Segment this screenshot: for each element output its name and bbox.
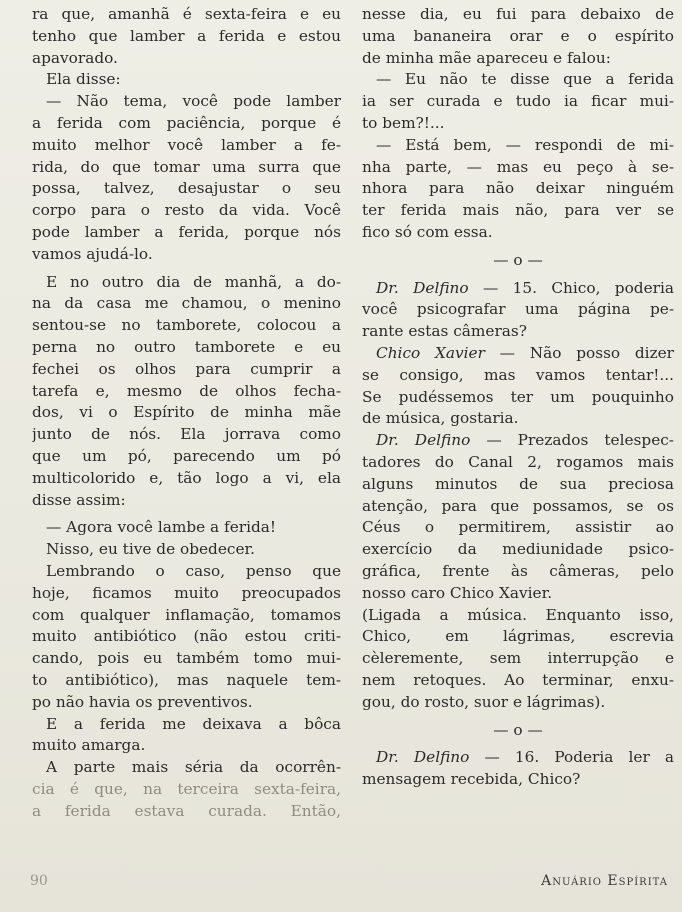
text-line: tadores do Canal 2, rogamos mais [362, 452, 674, 471]
text-line: rida, do que tomar uma surra que [32, 157, 341, 176]
speech-text: — 16. Poderia ler a [469, 748, 674, 767]
text-line: nesse dia, eu fui para debaixo de [362, 5, 674, 23]
text-line: se consigo, mas vamos tentar!... [362, 365, 674, 384]
text-line: de minha mãe apareceu e falou: [362, 48, 611, 67]
page-number: 90 [30, 873, 48, 889]
text-line: E no outro dia de manhã, a do- [46, 272, 341, 291]
text-line: possa, talvez, desajustar o seu [32, 179, 341, 198]
text-line: Céus o permitirem, assistir ao [362, 518, 674, 537]
text-line: gou, do rosto, suor e lágrimas). [362, 692, 606, 711]
text-line: a ferida estava curada. Então, [32, 801, 341, 820]
text-line: fico só com essa. [362, 222, 493, 241]
speech-text: — Prezados telespec- [470, 431, 674, 450]
text-line: que um pó, parecendo um pó [32, 446, 341, 465]
text-line: — Está bem, — respondi de mi- [376, 135, 674, 154]
text-line: to bem?!... [362, 113, 445, 132]
section-separator: — o — [493, 720, 543, 739]
text-line: perna no outro tamborete e eu [32, 337, 341, 356]
text-line: com qualquer inflamação, tomamos [32, 605, 341, 624]
text-line: muito melhor você lamber a fe- [32, 135, 341, 154]
text-line: (Ligada a música. Enquanto isso, [362, 605, 674, 624]
text-line: Lembrando o caso, penso que [46, 561, 341, 580]
text-line: Chico, em lágrimas, escrevia [362, 627, 674, 646]
text-line: rante estas câmeras? [362, 322, 527, 341]
speaker-name: Dr. Delfino [376, 431, 471, 450]
text-line: dos, vi o Espírito de minha mãe [32, 403, 341, 422]
speaker-name: Chico Xavier [376, 343, 485, 362]
text-line: tarefa e, mesmo de olhos fecha- [32, 381, 341, 400]
text-line: nha parte, — mas eu peço à se- [362, 157, 674, 176]
text-line: A parte mais séria da ocorrên- [46, 758, 341, 777]
text-line: Se pudéssemos ter um pouquinho [362, 387, 674, 406]
text-line: po não havia os preventivos. [32, 692, 253, 711]
speech-text: — 15. Chico, poderia [468, 278, 674, 297]
text-line: apavorado. [32, 48, 118, 67]
text-line [362, 747, 674, 769]
text-line: E a ferida me deixava a bôca [46, 714, 341, 733]
speech-text: — Não posso dizer [484, 343, 674, 362]
text-line: sentou-se no tamborete, colocou a [32, 316, 341, 335]
speaker-name: Dr. Delfino [376, 748, 470, 767]
text-line: ra que, amanhã é sexta-feira e eu [32, 5, 341, 23]
text-line: você psicografar uma página pe- [362, 300, 674, 319]
text-line: alguns minutos de sua preciosa [362, 474, 674, 493]
text-line: ia ser curada e tudo ia ficar mui- [362, 92, 674, 111]
text-line: uma bananeira orar e o espírito [362, 26, 674, 45]
text-line: atenção, para que possamos, se os [362, 496, 674, 515]
publication-title: Anuário Espírita [541, 873, 668, 889]
text-line: nhora para não deixar ninguém [362, 179, 674, 198]
text-line: vamos ajudá-lo. [32, 244, 153, 263]
text-line: — Não tema, você pode lamber [46, 92, 341, 111]
speaker-name: Dr. Delfino [376, 278, 469, 297]
text-line: nosso caro Chico Xavier. [362, 583, 553, 602]
text-line [362, 430, 674, 452]
text-line: multicolorido e, tão logo a vi, ela [32, 468, 341, 487]
text-line: mensagem recebida, Chico? [362, 770, 581, 789]
left-text-column [32, 4, 341, 822]
text-line: cèleremente, sem interrupção e [362, 649, 674, 668]
text-line: — Agora você lambe a ferida! [46, 518, 277, 537]
text-line: exercício da mediunidade psico- [362, 540, 674, 559]
text-line: gráfica, frente às câmeras, pelo [362, 561, 674, 580]
text-line: muito antibiótico (não estou criti- [32, 627, 341, 646]
right-text-column [362, 4, 674, 791]
text-line: cando, pois eu também tomo mui- [32, 649, 341, 668]
text-line [362, 278, 674, 300]
text-line: de música, gostaria. [362, 409, 519, 428]
text-line: Ela disse: [46, 70, 121, 89]
text-line: junto de nós. Ela jorrava como [32, 425, 341, 444]
text-line: disse assim: [32, 490, 126, 509]
text-line: nem retoques. Ao terminar, enxu- [362, 670, 674, 689]
text-line: fechei os olhos para cumprir a [32, 359, 341, 378]
text-line: corpo para o resto da vida. Você [32, 201, 341, 220]
text-line: cia é que, na terceira sexta-feira, [32, 779, 341, 798]
text-line: na da casa me chamou, o menino [32, 294, 341, 313]
text-line: to antibiótico), mas naquele tem- [32, 670, 341, 689]
text-line: hoje, ficamos muito preocupados [32, 583, 341, 602]
text-line: Nisso, eu tive de obedecer. [46, 540, 255, 559]
text-line: tenho que lamber a ferida e estou [32, 26, 341, 45]
text-line: ter ferida mais não, para ver se [362, 201, 674, 220]
text-line: — Eu não te disse que a ferida [376, 70, 674, 89]
section-separator: — o — [493, 250, 543, 269]
text-line [362, 343, 674, 365]
text-line: pode lamber a ferida, porque nós [32, 222, 341, 241]
text-line: muito amarga. [32, 736, 146, 755]
text-line: a ferida com paciência, porque é [32, 113, 341, 132]
